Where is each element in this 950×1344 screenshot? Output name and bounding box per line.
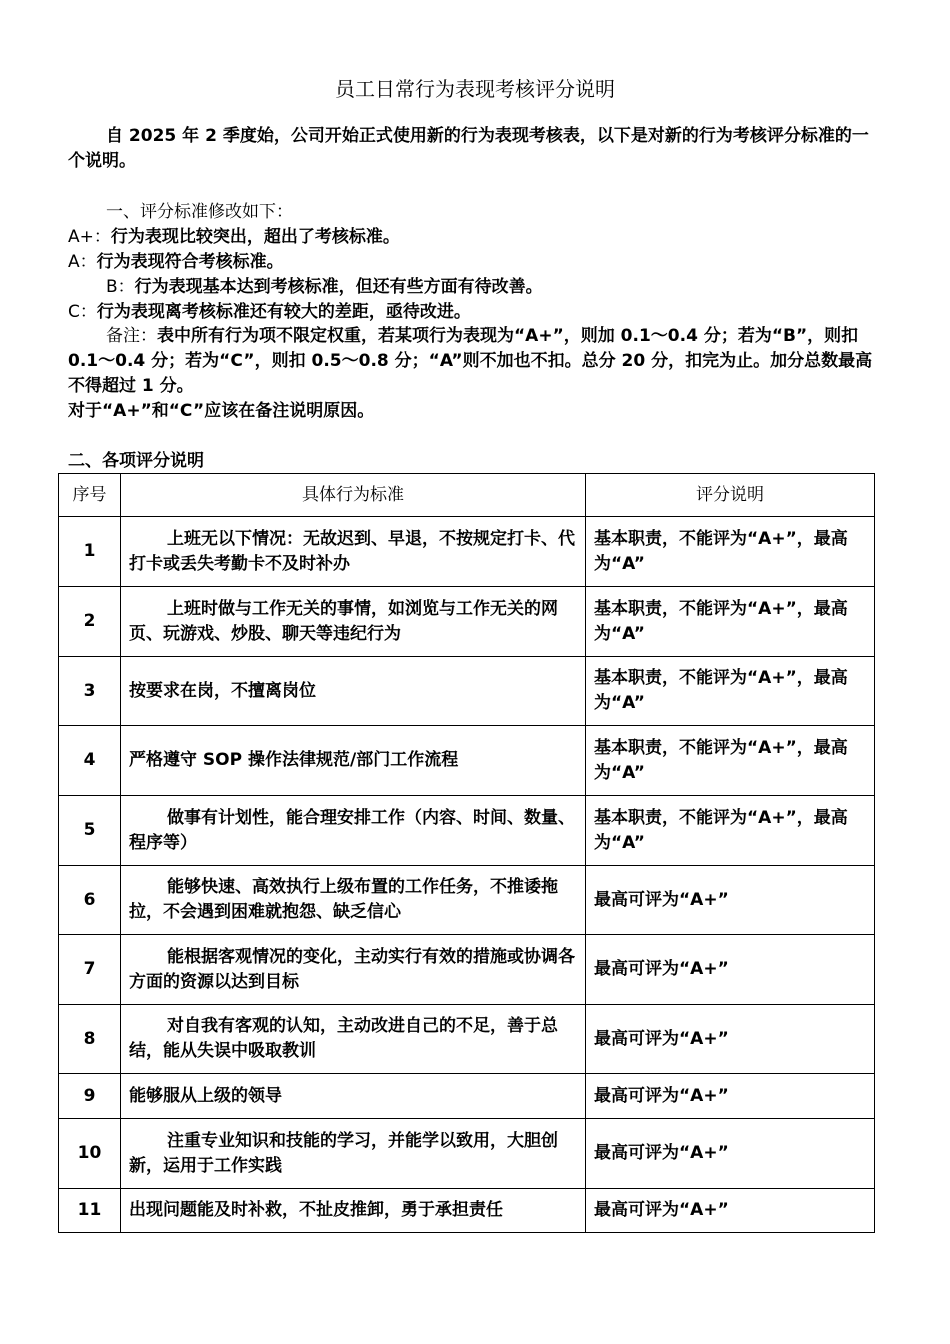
table-row — [59, 935, 875, 1005]
behavior-standard: 上班无以下情况：无故迟到、早退，不按规定打卡、代打卡或丢失考勤卡不及时补办 — [121, 517, 586, 587]
scoring-note: 最高可评为“A+” — [586, 1119, 875, 1189]
behavior-standard: 对自我有客观的认知，主动改进自己的不足，善于总结，能从失误中吸取教训 — [121, 1005, 586, 1074]
scoring-note: 基本职责，不能评为“A+”，最高为“A” — [586, 587, 875, 657]
grade-a-plus — [68, 225, 883, 250]
scoring-note: 基本职责，不能评为“A+”，最高为“A” — [586, 517, 875, 587]
grade-c — [68, 300, 883, 325]
behavior-standard: 做事有计划性，能合理安排工作（内容、时间、数量、程序等） — [121, 796, 586, 866]
grade-label: A： — [68, 252, 97, 272]
section1-heading: 一、评分标准修改如下： — [106, 202, 293, 222]
remark-text: 表中所有行为项不限定权重，若某项行为表现为“A+”，则加 0.1～0.4 分；若为“B”，则扣 0.1～0.4 分；若为“C”，则扣 0.5～0.8 分；“A”则不加也不扣。总分 20 分，扣完为止。加分总数最高不得超过 1 分。 — [68, 326, 873, 396]
scoring-note: 最高可评为“A+” — [586, 866, 875, 935]
scoring-note: 最高可评为“A+” — [586, 935, 875, 1005]
scoring-note: 基本职责，不能评为“A+”，最高为“A” — [586, 796, 875, 866]
behavior-standard: 注重专业知识和技能的学习，并能学以致用，大胆创新，运用于工作实践 — [121, 1119, 586, 1189]
document-title: 员工日常行为表现考核评分说明 — [335, 77, 615, 101]
table-row — [59, 866, 875, 935]
row-number: 3 — [59, 657, 121, 726]
grade-a — [68, 250, 883, 275]
table-row — [59, 726, 875, 796]
row-number: 2 — [59, 587, 121, 657]
table-row — [59, 1074, 875, 1119]
scoring-note: 最高可评为“A+” — [586, 1005, 875, 1074]
table-row — [59, 796, 875, 866]
row-number: 7 — [59, 935, 121, 1005]
behavior-standard: 出现问题能及时补救，不扯皮推卸，勇于承担责任 — [121, 1189, 586, 1233]
scoring-note: 最高可评为“A+” — [586, 1074, 875, 1119]
grade-text: 行为表现基本达到考核标准，但还有些方面有待改善。 — [134, 277, 543, 297]
column-header: 序号 — [59, 474, 121, 517]
table-row — [59, 1119, 875, 1189]
row-number: 8 — [59, 1005, 121, 1074]
behavior-standard: 能够服从上级的领导 — [121, 1074, 586, 1119]
row-number: 5 — [59, 796, 121, 866]
behavior-standard: 上班时做与工作无关的事情，如浏览与工作无关的网页、玩游戏、炒股、聊天等违纪行为 — [121, 587, 586, 657]
table-row — [59, 1005, 875, 1074]
grade-label: C： — [68, 302, 97, 322]
grade-text: 行为表现离考核标准还有较大的差距，亟待改进。 — [96, 302, 471, 322]
row-number: 10 — [59, 1119, 121, 1189]
grade-label: B： — [106, 277, 135, 297]
intro-paragraph: 自 2025 年 2 季度始，公司开始正式使用新的行为表现考核表，以下是对新的行为考核评分标准的一个说明。 — [68, 126, 869, 171]
row-number: 6 — [59, 866, 121, 935]
row-number: 4 — [59, 726, 121, 796]
scoring-table — [58, 473, 875, 1233]
table-row — [59, 517, 875, 587]
remark-label: 备注： — [106, 326, 157, 346]
remark-paragraph — [68, 324, 883, 399]
grade-b — [68, 275, 883, 300]
scoring-note: 最高可评为“A+” — [586, 1189, 875, 1233]
column-header: 具体行为标准 — [121, 474, 586, 517]
scoring-note: 基本职责，不能评为“A+”，最高为“A” — [586, 726, 875, 796]
row-number: 11 — [59, 1189, 121, 1233]
table-row — [59, 1189, 875, 1233]
grade-text: 行为表现符合考核标准。 — [96, 252, 284, 272]
behavior-standard: 按要求在岗，不擅离岗位 — [121, 657, 586, 726]
remark-note: 对于“A+”和“C”应该在备注说明原因。 — [68, 401, 375, 421]
table-header-row — [59, 474, 875, 517]
scoring-note: 基本职责，不能评为“A+”，最高为“A” — [586, 657, 875, 726]
column-header: 评分说明 — [586, 474, 875, 517]
grade-text: 行为表现比较突出，超出了考核标准。 — [110, 227, 400, 247]
row-number: 1 — [59, 517, 121, 587]
behavior-standard: 能根据客观情况的变化，主动实行有效的措施或协调各方面的资源以达到目标 — [121, 935, 586, 1005]
table-row — [59, 657, 875, 726]
behavior-standard: 严格遵守 SOP 操作法律规范/部门工作流程 — [121, 726, 586, 796]
section2-heading: 二、各项评分说明 — [68, 451, 204, 471]
grade-label: A+： — [68, 227, 111, 247]
table-row — [59, 587, 875, 657]
row-number: 9 — [59, 1074, 121, 1119]
behavior-standard: 能够快速、高效执行上级布置的工作任务，不推诿拖拉，不会遇到困难就抱怨、缺乏信心 — [121, 866, 586, 935]
